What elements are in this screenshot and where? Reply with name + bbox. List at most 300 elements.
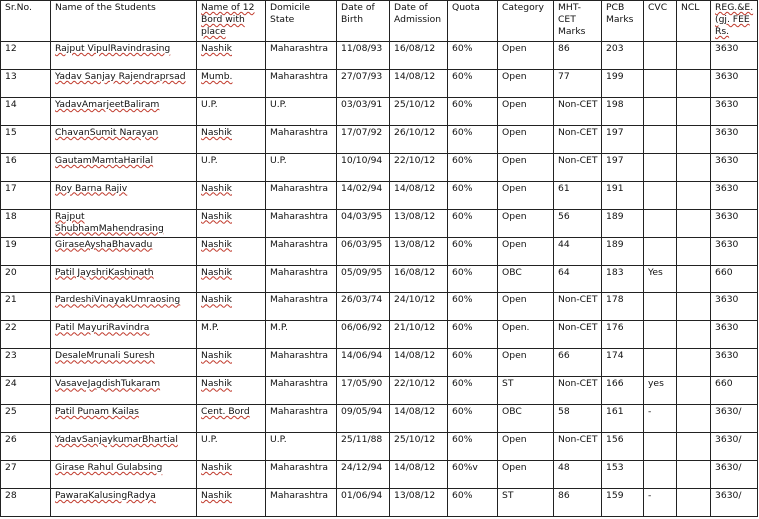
cell-value: 12: [5, 43, 17, 54]
cell-reg-fee: [711, 265, 758, 293]
cell-value: Patil JayshriKashinath: [55, 266, 154, 278]
cell-value: 60%: [452, 294, 473, 306]
cell-value: Rajput ShubhamMahendrasing: [55, 210, 164, 234]
cell-pcb-marks: [602, 461, 644, 489]
table-row: [1, 405, 758, 433]
cell-sr-no: [1, 69, 51, 97]
cell-category: [498, 209, 554, 237]
cell-value: 60%: [452, 266, 473, 278]
cell-domicile-state: [266, 293, 337, 321]
cell-cvc: [644, 97, 677, 125]
cell-value: 18: [5, 210, 17, 222]
cell-value: YadavAmarjeetBaliram: [55, 98, 160, 110]
cell-date-of-birth: [337, 321, 390, 349]
column-header-pcb-marks: [602, 1, 644, 42]
cell-value: 3630: [715, 294, 739, 306]
cell-value: Yes: [648, 266, 663, 278]
cell-value: Yadav Sanjay Rajendraprsad: [55, 70, 186, 82]
cell-board-place: [197, 237, 266, 265]
column-header-ncl: [677, 1, 711, 42]
cell-value: U.P.: [201, 434, 218, 446]
cell-date-of-admission: [390, 42, 448, 70]
cell-domicile-state: [266, 265, 337, 293]
column-header-student-name: [51, 1, 197, 42]
table-row: [1, 461, 758, 489]
cell-value: Open: [502, 210, 527, 222]
cell-quota: [448, 181, 498, 209]
cell-date-of-birth: [337, 125, 390, 153]
cell-value: 199: [606, 70, 624, 82]
table-row: [1, 349, 758, 377]
cell-value: 156: [606, 434, 624, 446]
cell-quota: [448, 293, 498, 321]
cell-value: Nashik: [201, 490, 232, 501]
cell-value: PardeshiVinayakUmraosing: [55, 294, 181, 306]
cell-student-name: [51, 349, 197, 377]
cell-student-name: [51, 433, 197, 461]
cell-quota: [448, 405, 498, 433]
cell-category: [498, 265, 554, 293]
cell-pcb-marks: [602, 42, 644, 70]
cell-mht-cet-marks: [554, 461, 602, 489]
cell-value: 60%: [452, 378, 473, 390]
cell-value: Open: [502, 294, 527, 306]
cell-value: Nashik: [201, 266, 232, 278]
cell-student-name: [51, 237, 197, 265]
cell-sr-no: [1, 97, 51, 125]
cell-pcb-marks: [602, 181, 644, 209]
column-header-label: REG.&E.(gj. FEE Rs.: [715, 2, 754, 37]
cell-value: 60%: [452, 490, 473, 501]
cell-value: 22/10/12: [394, 378, 436, 390]
cell-ncl: [677, 181, 711, 209]
cell-value: Non-CET: [558, 154, 598, 166]
cell-cvc: [644, 377, 677, 405]
cell-value: 24/10/12: [394, 294, 436, 306]
cell-value: Open: [502, 434, 527, 446]
cell-value: 197: [606, 126, 624, 138]
cell-value: 22/10/12: [394, 154, 436, 166]
cell-ncl: [677, 405, 711, 433]
cell-value: 660: [715, 266, 733, 278]
cell-sr-no: [1, 181, 51, 209]
cell-quota: [448, 97, 498, 125]
cell-sr-no: [1, 433, 51, 461]
cell-value: Non-CET: [558, 126, 598, 138]
cell-pcb-marks: [602, 265, 644, 293]
cell-domicile-state: [266, 405, 337, 433]
cell-value: Girase Rahul Gulabsing: [55, 462, 163, 474]
cell-domicile-state: [266, 153, 337, 181]
cell-cvc: [644, 125, 677, 153]
cell-value: 191: [606, 182, 624, 194]
column-header-label: CVC: [648, 2, 668, 13]
cell-date-of-birth: [337, 42, 390, 70]
cell-student-name: [51, 125, 197, 153]
column-header-cvc: [644, 1, 677, 42]
cell-board-place: [197, 125, 266, 153]
cell-domicile-state: [266, 42, 337, 70]
cell-value: 16/08/12: [394, 266, 436, 278]
cell-domicile-state: [266, 237, 337, 265]
cell-value: 14/06/94: [341, 350, 383, 362]
cell-category: [498, 293, 554, 321]
cell-value: 60%: [452, 434, 473, 446]
cell-mht-cet-marks: [554, 153, 602, 181]
cell-value: Non-CET: [558, 378, 598, 390]
cell-value: 166: [606, 378, 624, 390]
cell-quota: [448, 69, 498, 97]
cell-ncl: [677, 377, 711, 405]
cell-date-of-admission: [390, 237, 448, 265]
cell-board-place: [197, 349, 266, 377]
cell-category: [498, 125, 554, 153]
cell-student-name: [51, 489, 197, 517]
column-header-label: NCL: [681, 2, 700, 13]
cell-mht-cet-marks: [554, 349, 602, 377]
cell-student-name: [51, 293, 197, 321]
cell-value: 14: [5, 98, 17, 110]
cell-date-of-birth: [337, 461, 390, 489]
cell-value: U.P.: [201, 98, 218, 110]
cell-value: 23: [5, 350, 17, 362]
cell-value: 56: [558, 210, 570, 222]
cell-value: GiraseAyshaBhavadu: [55, 238, 153, 250]
cell-board-place: [197, 42, 266, 70]
cell-value: Maharashtra: [270, 126, 329, 138]
cell-value: VasaveJagdishTukaram: [55, 378, 161, 390]
cell-student-name: [51, 377, 197, 405]
cell-value: 86: [558, 43, 570, 54]
cell-value: Nashik: [201, 182, 232, 194]
column-header-label: MHT-CET Marks: [558, 2, 586, 37]
cell-reg-fee: [711, 349, 758, 377]
cell-ncl: [677, 125, 711, 153]
cell-value: U.P.: [201, 154, 218, 166]
cell-ncl: [677, 293, 711, 321]
cell-value: 64: [558, 266, 570, 278]
cell-value: Maharashtra: [270, 238, 329, 250]
cell-value: 28: [5, 490, 17, 501]
cell-value: Open: [502, 462, 527, 474]
cell-category: [498, 349, 554, 377]
cell-student-name: [51, 153, 197, 181]
cell-value: 3630: [715, 43, 739, 54]
cell-value: Maharashtra: [270, 210, 329, 222]
cell-sr-no: [1, 461, 51, 489]
column-header-sr-no: [1, 1, 51, 42]
cell-value: 3630: [715, 182, 739, 194]
cell-domicile-state: [266, 209, 337, 237]
cell-cvc: [644, 461, 677, 489]
cell-student-name: [51, 461, 197, 489]
cell-mht-cet-marks: [554, 265, 602, 293]
column-header-label: Name of 12 Bord with place: [201, 2, 255, 37]
cell-value: PawaraKalusingRadya: [55, 490, 156, 501]
cell-date-of-birth: [337, 377, 390, 405]
cell-value: 17: [5, 182, 17, 194]
cell-value: ST: [502, 378, 514, 390]
cell-date-of-birth: [337, 97, 390, 125]
cell-pcb-marks: [602, 405, 644, 433]
cell-pcb-marks: [602, 69, 644, 97]
cell-value: 203: [606, 43, 624, 54]
cell-student-name: [51, 97, 197, 125]
header-row: [1, 1, 758, 42]
cell-category: [498, 97, 554, 125]
cell-date-of-admission: [390, 181, 448, 209]
cell-value: 11/08/93: [341, 43, 383, 54]
cell-value: 24: [5, 378, 17, 390]
cell-value: 17/07/92: [341, 126, 383, 138]
cell-sr-no: [1, 265, 51, 293]
cell-pcb-marks: [602, 153, 644, 181]
cell-value: 198: [606, 98, 624, 110]
cell-date-of-admission: [390, 321, 448, 349]
cell-value: 60%: [452, 98, 473, 110]
cell-cvc: [644, 237, 677, 265]
cell-reg-fee: [711, 125, 758, 153]
cell-value: 04/03/95: [341, 210, 383, 222]
cell-category: [498, 69, 554, 97]
table-row: [1, 265, 758, 293]
cell-value: 3630/: [715, 434, 742, 446]
cell-category: [498, 237, 554, 265]
cell-value: 3630: [715, 210, 739, 222]
cell-reg-fee: [711, 321, 758, 349]
cell-mht-cet-marks: [554, 237, 602, 265]
cell-date-of-birth: [337, 209, 390, 237]
cell-quota: [448, 489, 498, 517]
cell-value: Nashik: [201, 238, 232, 250]
cell-mht-cet-marks: [554, 489, 602, 517]
table-row: [1, 293, 758, 321]
cell-value: Maharashtra: [270, 462, 329, 474]
cell-value: 3630: [715, 238, 739, 250]
cell-quota: [448, 153, 498, 181]
cell-date-of-admission: [390, 377, 448, 405]
cell-reg-fee: [711, 461, 758, 489]
cell-value: 15: [5, 126, 17, 138]
cell-value: 14/08/12: [394, 182, 436, 194]
cell-value: 153: [606, 462, 624, 474]
cell-value: 178: [606, 294, 624, 306]
cell-ncl: [677, 153, 711, 181]
cell-date-of-admission: [390, 69, 448, 97]
cell-cvc: [644, 153, 677, 181]
cell-board-place: [197, 405, 266, 433]
column-header-board-place: [197, 1, 266, 42]
cell-value: 60%v: [452, 462, 478, 474]
cell-value: OBC: [502, 406, 522, 418]
cell-value: Nashik: [201, 350, 232, 362]
cell-value: 26/10/12: [394, 126, 436, 138]
cell-value: Open: [502, 43, 527, 54]
column-header-label: Sr.No.: [5, 2, 32, 13]
cell-value: Maharashtra: [270, 266, 329, 278]
cell-value: 21/10/12: [394, 322, 436, 334]
cell-value: 60%: [452, 126, 473, 138]
cell-sr-no: [1, 489, 51, 517]
cell-cvc: [644, 405, 677, 433]
cell-date-of-birth: [337, 237, 390, 265]
cell-board-place: [197, 265, 266, 293]
cell-date-of-admission: [390, 209, 448, 237]
cell-reg-fee: [711, 405, 758, 433]
column-header-date-of-admission: [390, 1, 448, 42]
cell-value: Maharashtra: [270, 406, 329, 418]
cell-ncl: [677, 349, 711, 377]
cell-value: 27/07/93: [341, 70, 383, 82]
cell-mht-cet-marks: [554, 97, 602, 125]
cell-value: Non-CET: [558, 434, 598, 446]
cell-mht-cet-marks: [554, 293, 602, 321]
cell-value: Nashik: [201, 43, 232, 54]
cell-value: 44: [558, 238, 570, 250]
cell-quota: [448, 377, 498, 405]
table-row: [1, 153, 758, 181]
cell-reg-fee: [711, 69, 758, 97]
column-header-label: Date of Admission: [394, 2, 442, 25]
cell-value: 20: [5, 266, 17, 278]
cell-value: 05/09/95: [341, 266, 383, 278]
cell-value: 3630: [715, 126, 739, 138]
column-header-quota: [448, 1, 498, 42]
cell-value: 3630/: [715, 406, 742, 418]
cell-date-of-birth: [337, 349, 390, 377]
cell-value: Roy Barna Rajiv: [55, 182, 128, 194]
cell-cvc: [644, 433, 677, 461]
cell-value: Nashik: [201, 462, 232, 474]
cell-ncl: [677, 209, 711, 237]
cell-mht-cet-marks: [554, 125, 602, 153]
cell-date-of-birth: [337, 69, 390, 97]
cell-board-place: [197, 461, 266, 489]
cell-sr-no: [1, 321, 51, 349]
cell-value: M.P.: [201, 322, 219, 334]
cell-quota: [448, 125, 498, 153]
cell-value: 60%: [452, 350, 473, 362]
column-header-domicile-state: [266, 1, 337, 42]
column-header-mht-cet-marks: [554, 1, 602, 42]
cell-sr-no: [1, 349, 51, 377]
cell-value: Maharashtra: [270, 490, 329, 501]
cell-value: yes: [648, 378, 664, 390]
cell-category: [498, 321, 554, 349]
cell-value: 13/08/12: [394, 238, 436, 250]
cell-sr-no: [1, 42, 51, 70]
cell-value: 14/08/12: [394, 406, 436, 418]
cell-domicile-state: [266, 69, 337, 97]
cell-value: 61: [558, 182, 570, 194]
cell-student-name: [51, 69, 197, 97]
table-row: [1, 125, 758, 153]
cell-board-place: [197, 321, 266, 349]
cell-sr-no: [1, 377, 51, 405]
cell-value: 183: [606, 266, 624, 278]
cell-date-of-admission: [390, 265, 448, 293]
cell-date-of-admission: [390, 293, 448, 321]
cell-board-place: [197, 209, 266, 237]
cell-date-of-admission: [390, 153, 448, 181]
cell-value: Patil Punam Kailas: [55, 406, 139, 418]
cell-pcb-marks: [602, 209, 644, 237]
cell-student-name: [51, 405, 197, 433]
column-header-label: PCB Marks: [606, 2, 634, 25]
cell-quota: [448, 461, 498, 489]
cell-domicile-state: [266, 433, 337, 461]
cell-category: [498, 42, 554, 70]
cell-mht-cet-marks: [554, 321, 602, 349]
cell-quota: [448, 349, 498, 377]
cell-value: 3630: [715, 350, 739, 362]
cell-reg-fee: [711, 489, 758, 517]
cell-value: 14/08/12: [394, 70, 436, 82]
cell-value: 174: [606, 350, 624, 362]
cell-value: 3630: [715, 154, 739, 166]
cell-reg-fee: [711, 42, 758, 70]
cell-reg-fee: [711, 293, 758, 321]
cell-value: 09/05/94: [341, 406, 383, 418]
cell-cvc: [644, 265, 677, 293]
table-row: [1, 321, 758, 349]
cell-domicile-state: [266, 97, 337, 125]
cell-board-place: [197, 181, 266, 209]
cell-value: 13: [5, 70, 17, 82]
cell-cvc: [644, 293, 677, 321]
cell-value: Open: [502, 126, 527, 138]
cell-date-of-birth: [337, 181, 390, 209]
cell-quota: [448, 265, 498, 293]
cell-value: 86: [558, 490, 570, 501]
cell-domicile-state: [266, 461, 337, 489]
cell-cvc: [644, 69, 677, 97]
cell-value: 27: [5, 462, 17, 474]
table-row: [1, 237, 758, 265]
cell-value: Open: [502, 238, 527, 250]
cell-value: M.P.: [270, 322, 288, 334]
cell-value: Non-CET: [558, 98, 598, 110]
cell-value: 26/03/74: [341, 294, 383, 306]
cell-value: 161: [606, 406, 624, 418]
cell-category: [498, 489, 554, 517]
cell-value: 3630: [715, 70, 739, 82]
cell-value: Nashik: [201, 294, 232, 306]
cell-quota: [448, 209, 498, 237]
cell-reg-fee: [711, 181, 758, 209]
cell-value: 3630/: [715, 490, 742, 501]
table-row: [1, 181, 758, 209]
cell-value: 48: [558, 462, 570, 474]
cell-ncl: [677, 97, 711, 125]
cell-value: 3630/: [715, 462, 742, 474]
cell-value: Non-CET: [558, 294, 598, 306]
cell-value: Maharashtra: [270, 350, 329, 362]
cell-value: 14/02/94: [341, 182, 383, 194]
cell-student-name: [51, 265, 197, 293]
cell-value: U.P.: [270, 98, 287, 110]
cell-reg-fee: [711, 97, 758, 125]
cell-category: [498, 433, 554, 461]
cell-value: DesaleMrunali Suresh: [55, 350, 155, 362]
cell-date-of-admission: [390, 349, 448, 377]
cell-board-place: [197, 293, 266, 321]
cell-value: 60%: [452, 406, 473, 418]
cell-value: Open: [502, 154, 527, 166]
cell-value: Open: [502, 70, 527, 82]
cell-quota: [448, 237, 498, 265]
cell-reg-fee: [711, 153, 758, 181]
